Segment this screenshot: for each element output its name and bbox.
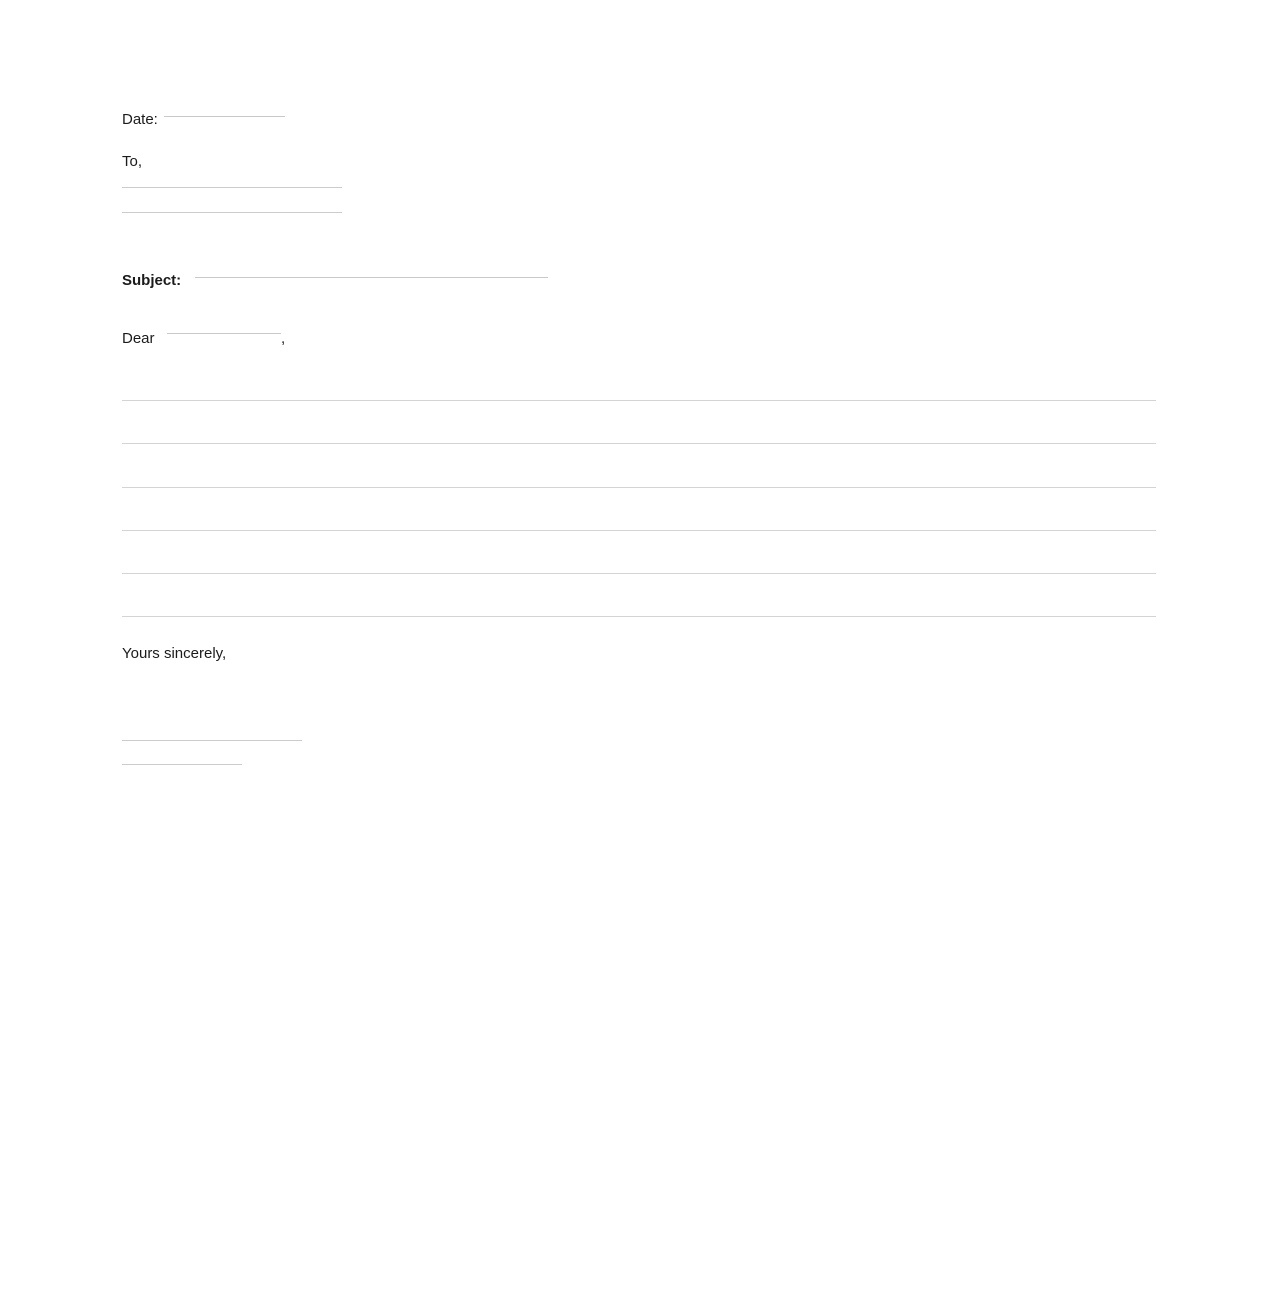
- recipient-blank-line: [122, 212, 342, 213]
- closing-label: Yours sincerely,: [122, 645, 227, 662]
- signature-blank-line: [122, 764, 242, 765]
- body-blank-line: [122, 573, 1156, 574]
- body-blank-line: [122, 400, 1156, 401]
- body-blank-line: [122, 443, 1156, 444]
- body-blank-line: [122, 616, 1156, 617]
- salutation-label: Dear: [122, 330, 155, 347]
- date-label: Date:: [122, 111, 158, 128]
- date-blank-line: [164, 116, 285, 117]
- body-blank-line: [122, 487, 1156, 488]
- to-label: To,: [122, 153, 143, 170]
- body-blank-line: [122, 530, 1156, 531]
- salutation-comma: ,: [281, 330, 286, 347]
- subject-blank-line: [195, 277, 548, 278]
- signature-blank-line: [122, 740, 302, 741]
- salutation-name-blank-line: [167, 333, 281, 334]
- subject-label: Subject:: [122, 272, 182, 289]
- recipient-blank-line: [122, 187, 342, 188]
